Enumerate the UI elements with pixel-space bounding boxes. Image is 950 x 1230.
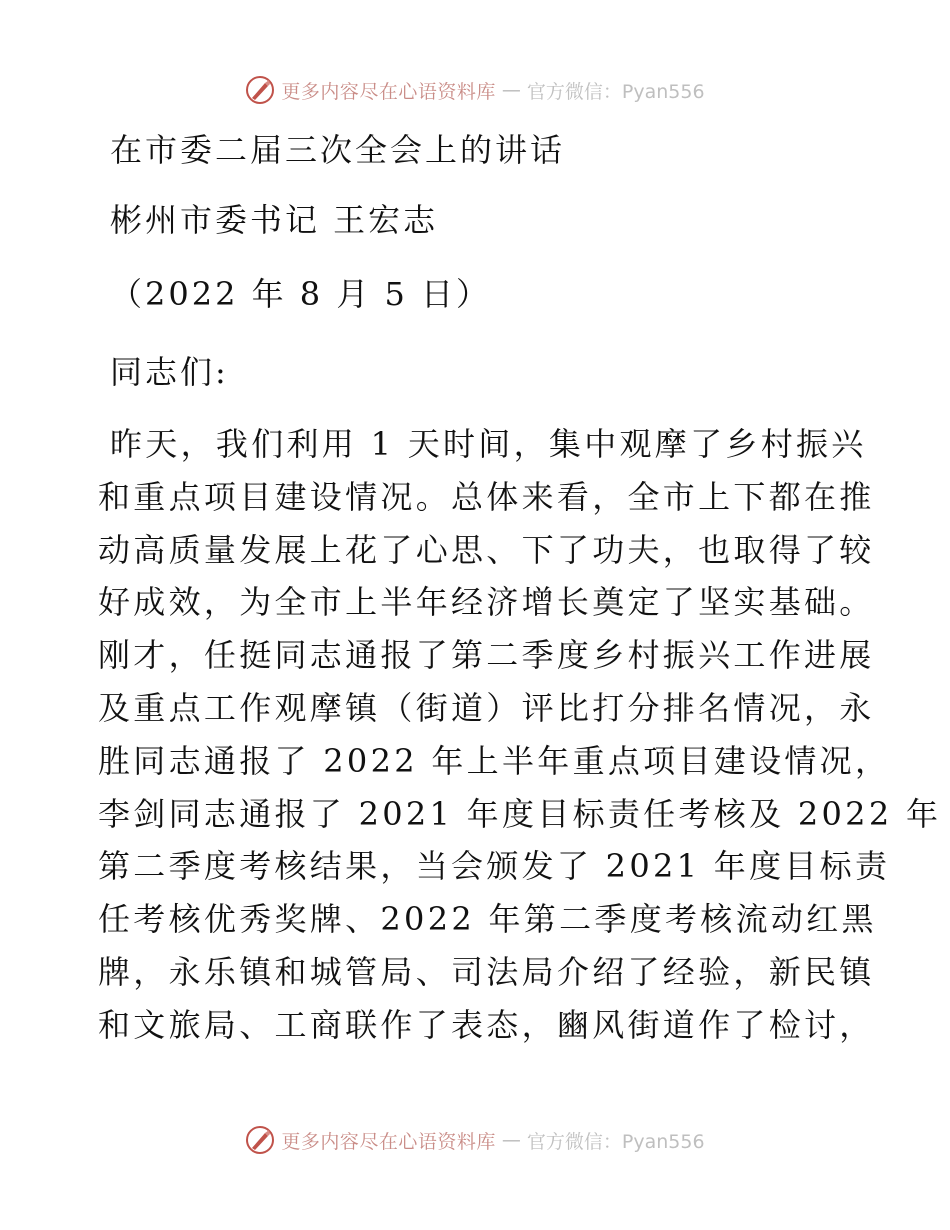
watermark-dash: — xyxy=(501,79,521,101)
body-line: 李剑同志通报了 2021 年度目标责任考核及 2022 年 xyxy=(98,794,942,833)
footer-watermark xyxy=(0,1120,950,1160)
body-line: 及重点工作观摩镇（街道）评比打分排名情况，永 xyxy=(98,688,875,727)
speech-author: 彬州市委书记 王宏志 xyxy=(110,201,439,239)
watermark-main-text: 更多内容尽在心语资料库 xyxy=(281,1130,496,1153)
header-watermark xyxy=(0,70,950,110)
body-line: 昨天，我们利用 1 天时间，集中观摩了乡村振兴 xyxy=(110,425,867,463)
body-line: 牌，永乐镇和城管局、司法局介绍了经验，新民镇 xyxy=(98,952,875,991)
speech-title: 在市委二届三次全会上的讲话 xyxy=(110,131,566,169)
body-line: 动高质量发展上花了心思、下了功夫，也取得了较 xyxy=(98,530,875,569)
watermark-main-text: 更多内容尽在心语资料库 xyxy=(281,80,496,103)
body-line: 和重点项目建设情况。总体来看，全市上下都在推 xyxy=(98,477,875,516)
quill-logo-icon xyxy=(245,75,275,105)
body-line: 刚才，任挺同志通报了第二季度乡村振兴工作进展 xyxy=(98,636,875,675)
watermark-dash: — xyxy=(501,1129,521,1151)
body-line: 和文旅局、工商联作了表态，豳风街道作了检讨， xyxy=(98,1005,875,1044)
body-line: 好成效，为全市上半年经济增长奠定了坚实基础。 xyxy=(98,583,875,622)
watermark-sub-text: 官方微信：Pyan556 xyxy=(526,1130,705,1153)
quill-logo-icon xyxy=(245,1125,275,1155)
body-line: 胜同志通报了 2022 年上半年重点项目建设情况， xyxy=(98,741,891,780)
body-line: 任考核优秀奖牌、2022 年第二季度考核流动红黑 xyxy=(98,900,877,939)
watermark-sub-text: 官方微信：Pyan556 xyxy=(526,80,705,103)
body-line: 第二季度考核结果，当会颁发了 2021 年度目标责 xyxy=(98,847,891,886)
speech-greeting: 同志们: xyxy=(110,353,229,391)
speech-date: （2022 年 8 月 5 日） xyxy=(110,275,492,313)
speech-body xyxy=(98,418,942,1052)
